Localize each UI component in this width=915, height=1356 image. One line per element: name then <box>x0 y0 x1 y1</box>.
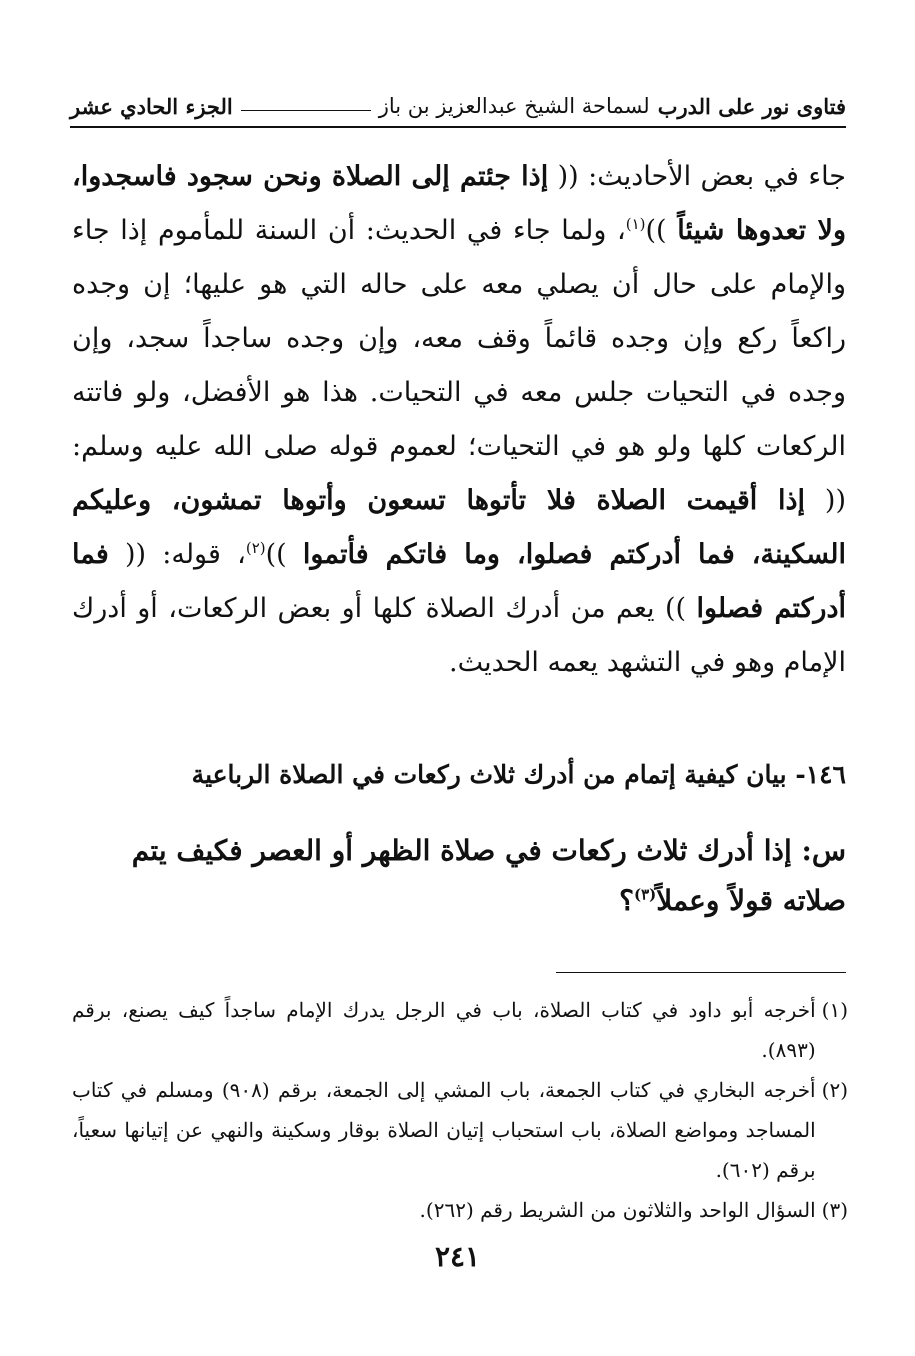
footnote-text: أخرجه أبو داود في كتاب الصلاة، باب في الرجل يدرك الإمام ساجداً كيف يصنع، برقم (٨٩٣). <box>72 998 816 1062</box>
text-run: )) <box>265 539 303 570</box>
text-run: ، ولما جاء في الحديث: أن السنة للمأموم إذا جاء والإمام على حال أن يصلي معه على حاله التي هو عليها؛ إن وجده راكعاً ركع وإن وجده قائماً وقف معه، وإن وجده ساجداً سجد، وإن وجده في التحيات جلس معه في التحيات. هذا هو الأفضل، ولو فاتته الركعات كلها ولو هو في التحيات؛ لعموم قوله صلى الله عليه وسلم: (( <box>72 215 846 516</box>
footnote-number: (٣) <box>821 1198 848 1222</box>
footnote-number: (١) <box>821 998 848 1022</box>
hadith-quote: إذا جئتم إلى الصلاة ونحن سجود فاسجدوا، ولا تعدوها شيئاً <box>72 161 846 246</box>
question-mark: ؟ <box>619 884 634 917</box>
text-run: )) يعم من أدرك الصلاة كلها أو بعض الركعات، أو أدرك الإمام وهو في التشهد يعمه الحديث. <box>72 593 846 678</box>
volume-label: الجزء الحادي عشر <box>70 93 233 119</box>
question <box>72 826 846 926</box>
section-title: بيان كيفية إتمام من أدرك ثلاث ركعات في الصلاة الرباعية <box>191 760 787 789</box>
hadith-quote: إذا أقيمت الصلاة فلا تأتوها تسعون وأتوها تمشون، وعليكم السكينة، فما أدركتم فصلوا، وما فاتكم فأتموا <box>72 485 847 570</box>
footnotes <box>72 990 848 1230</box>
footnote-ref: (٣) <box>633 885 657 904</box>
hadith-quote: فما أدركتم فصلوا <box>72 539 846 624</box>
footnote-text: أخرجه البخاري في كتاب الجمعة، باب المشي إلى الجمعة، برقم (٩٠٨) ومسلم في كتاب المساجد ومواضع الصلاة، باب استحباب إتيان الصلاة بوقار وسكينة والنهي عن إتيانها سعياً، برقم (٦٠٢). <box>72 1078 816 1182</box>
footnote <box>72 1070 848 1190</box>
footnote-ref: (١) <box>625 215 646 233</box>
text-run: )) <box>645 215 678 246</box>
running-header <box>70 86 846 128</box>
text-run: ، قوله: (( <box>108 539 246 570</box>
section-number: ١٤٦- <box>795 760 846 789</box>
text-run: جاء في بعض الأحاديث: (( <box>548 161 846 192</box>
question-text: س: إذا أدرك ثلاث ركعات في صلاة الظهر أو العصر فكيف يتم صلاته قولاً وعملاً <box>131 834 846 917</box>
answer-body <box>72 150 846 690</box>
footnote-number: (٢) <box>821 1078 848 1102</box>
footnote <box>72 1190 848 1230</box>
footnote-text: السؤال الواحد والثلاثون من الشريط رقم (٢٦٢). <box>419 1198 816 1222</box>
answer-paragraph <box>72 150 846 690</box>
header-dash-rule <box>241 110 371 111</box>
page-number: ٢٤١ <box>434 1240 481 1273</box>
footnote <box>72 990 848 1070</box>
book-title: فتاوى نور على الدرب <box>657 93 846 119</box>
footnote-separator <box>556 972 846 973</box>
footnote-ref: (٢) <box>245 539 266 557</box>
section-heading <box>72 755 846 795</box>
author-name: لسماحة الشيخ عبدالعزيز بن باز <box>378 94 650 118</box>
